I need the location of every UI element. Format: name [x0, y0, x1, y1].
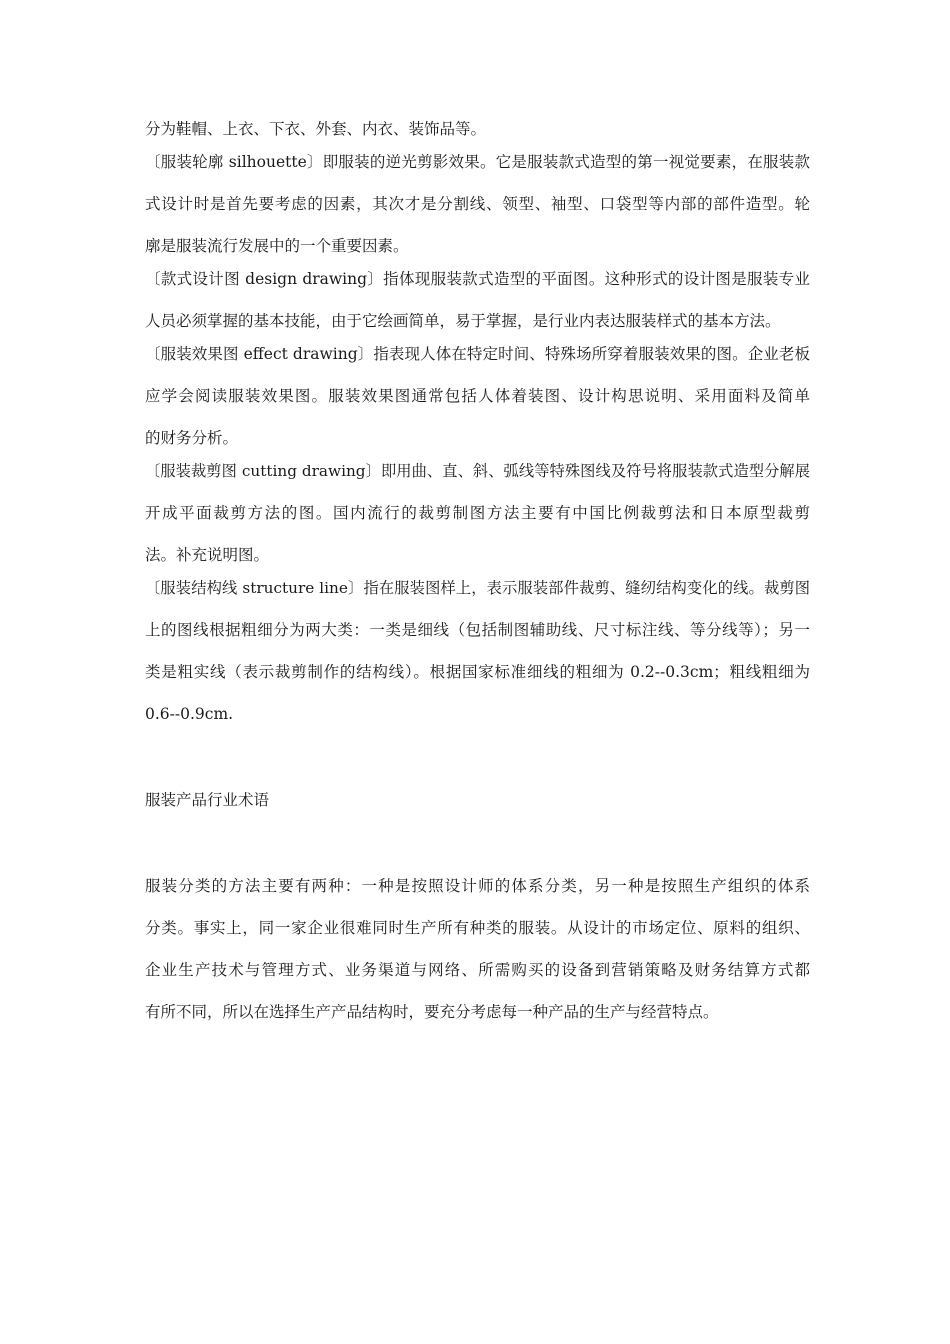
text-line: 开成平面裁剪方法的图。国内流行的裁剪制图方法主要有中国比例裁剪法和日本原型裁剪 [145, 504, 810, 522]
term-structure-line [145, 577, 810, 725]
text-line: 上的图线根据粗细分为两大类：一类是细线（包括制图辅助线、尺寸标注线、等分线等）；另一 [145, 621, 810, 639]
text-line: 式设计时是首先要考虑的因素，其次才是分割线、领型、袖型、口袋型等内部的部件造型。轮 [145, 195, 810, 213]
text-line: 0.6--0.9cm. [145, 705, 234, 723]
text-line: 应学会阅读服装效果图。服装效果图通常包括人体着装图、设计构思说明、采用面料及简单 [145, 387, 810, 405]
text-line: 分类。事实上，同一家企业很难同时生产所有种类的服装。从设计的市场定位、原料的组织、 [145, 919, 810, 937]
text-line: 企业生产技术与管理方式、业务渠道与网络、所需购买的设备到营销策略及财务结算方式都 [145, 961, 810, 979]
text-line: 〔款式设计图 design drawing〕指体现服装款式造型的平面图。这种形式的设计图是服装专业 [145, 270, 810, 288]
text-line: 的财务分析。 [145, 429, 239, 447]
term-silhouette [145, 151, 810, 257]
text-line: 〔服装轮廓 silhouette〕即服装的逆光剪影效果。它是服装款式造型的第一视觉要素，在服装款 [145, 153, 810, 171]
text-line: 服装分类的方法主要有两种：一种是按照设计师的体系分类，另一种是按照生产组织的体系 [145, 877, 810, 895]
term-effect-drawing [145, 343, 810, 449]
text-line: 〔服装效果图 effect drawing〕指表现人体在特定时间、特殊场所穿着服装效果的图。企业老板 [145, 345, 810, 363]
text-line: 〔服装结构线 structure line〕指在服装图样上，表示服装部件裁剪、缝纫结构变化的线。裁剪图 [145, 579, 810, 597]
section-heading: 服装产品行业术语 [145, 791, 270, 809]
text-line: 法。补充说明图。 [145, 546, 270, 564]
term-cutting-drawing [145, 460, 810, 566]
text-line: 有所不同，所以在选择生产产品结构时，要充分考虑每一种产品的生产与经营特点。 [145, 1003, 719, 1021]
text-line: 类是粗实线（表示裁剪制作的结构线）。根据国家标准细线的粗细为 0.2--0.3cm；粗线粗细为 [145, 663, 810, 681]
text-line: 〔服装裁剪图 cutting drawing〕即用曲、直、斜、弧线等特殊图线及符号将服装款式造型分解展 [145, 462, 810, 480]
term-design-drawing [145, 268, 810, 332]
text-line: 廓是服装流行发展中的一个重要因素。 [145, 237, 409, 255]
section-paragraph [145, 875, 810, 1023]
text-line: 人员必须掌握的基本技能，由于它绘画简单，易于掌握，是行业内表达服装样式的基本方法。 [145, 312, 781, 330]
intro-line: 分为鞋帽、上衣、下衣、外套、内衣、装饰品等。 [145, 120, 487, 138]
document-page [145, 118, 810, 1023]
